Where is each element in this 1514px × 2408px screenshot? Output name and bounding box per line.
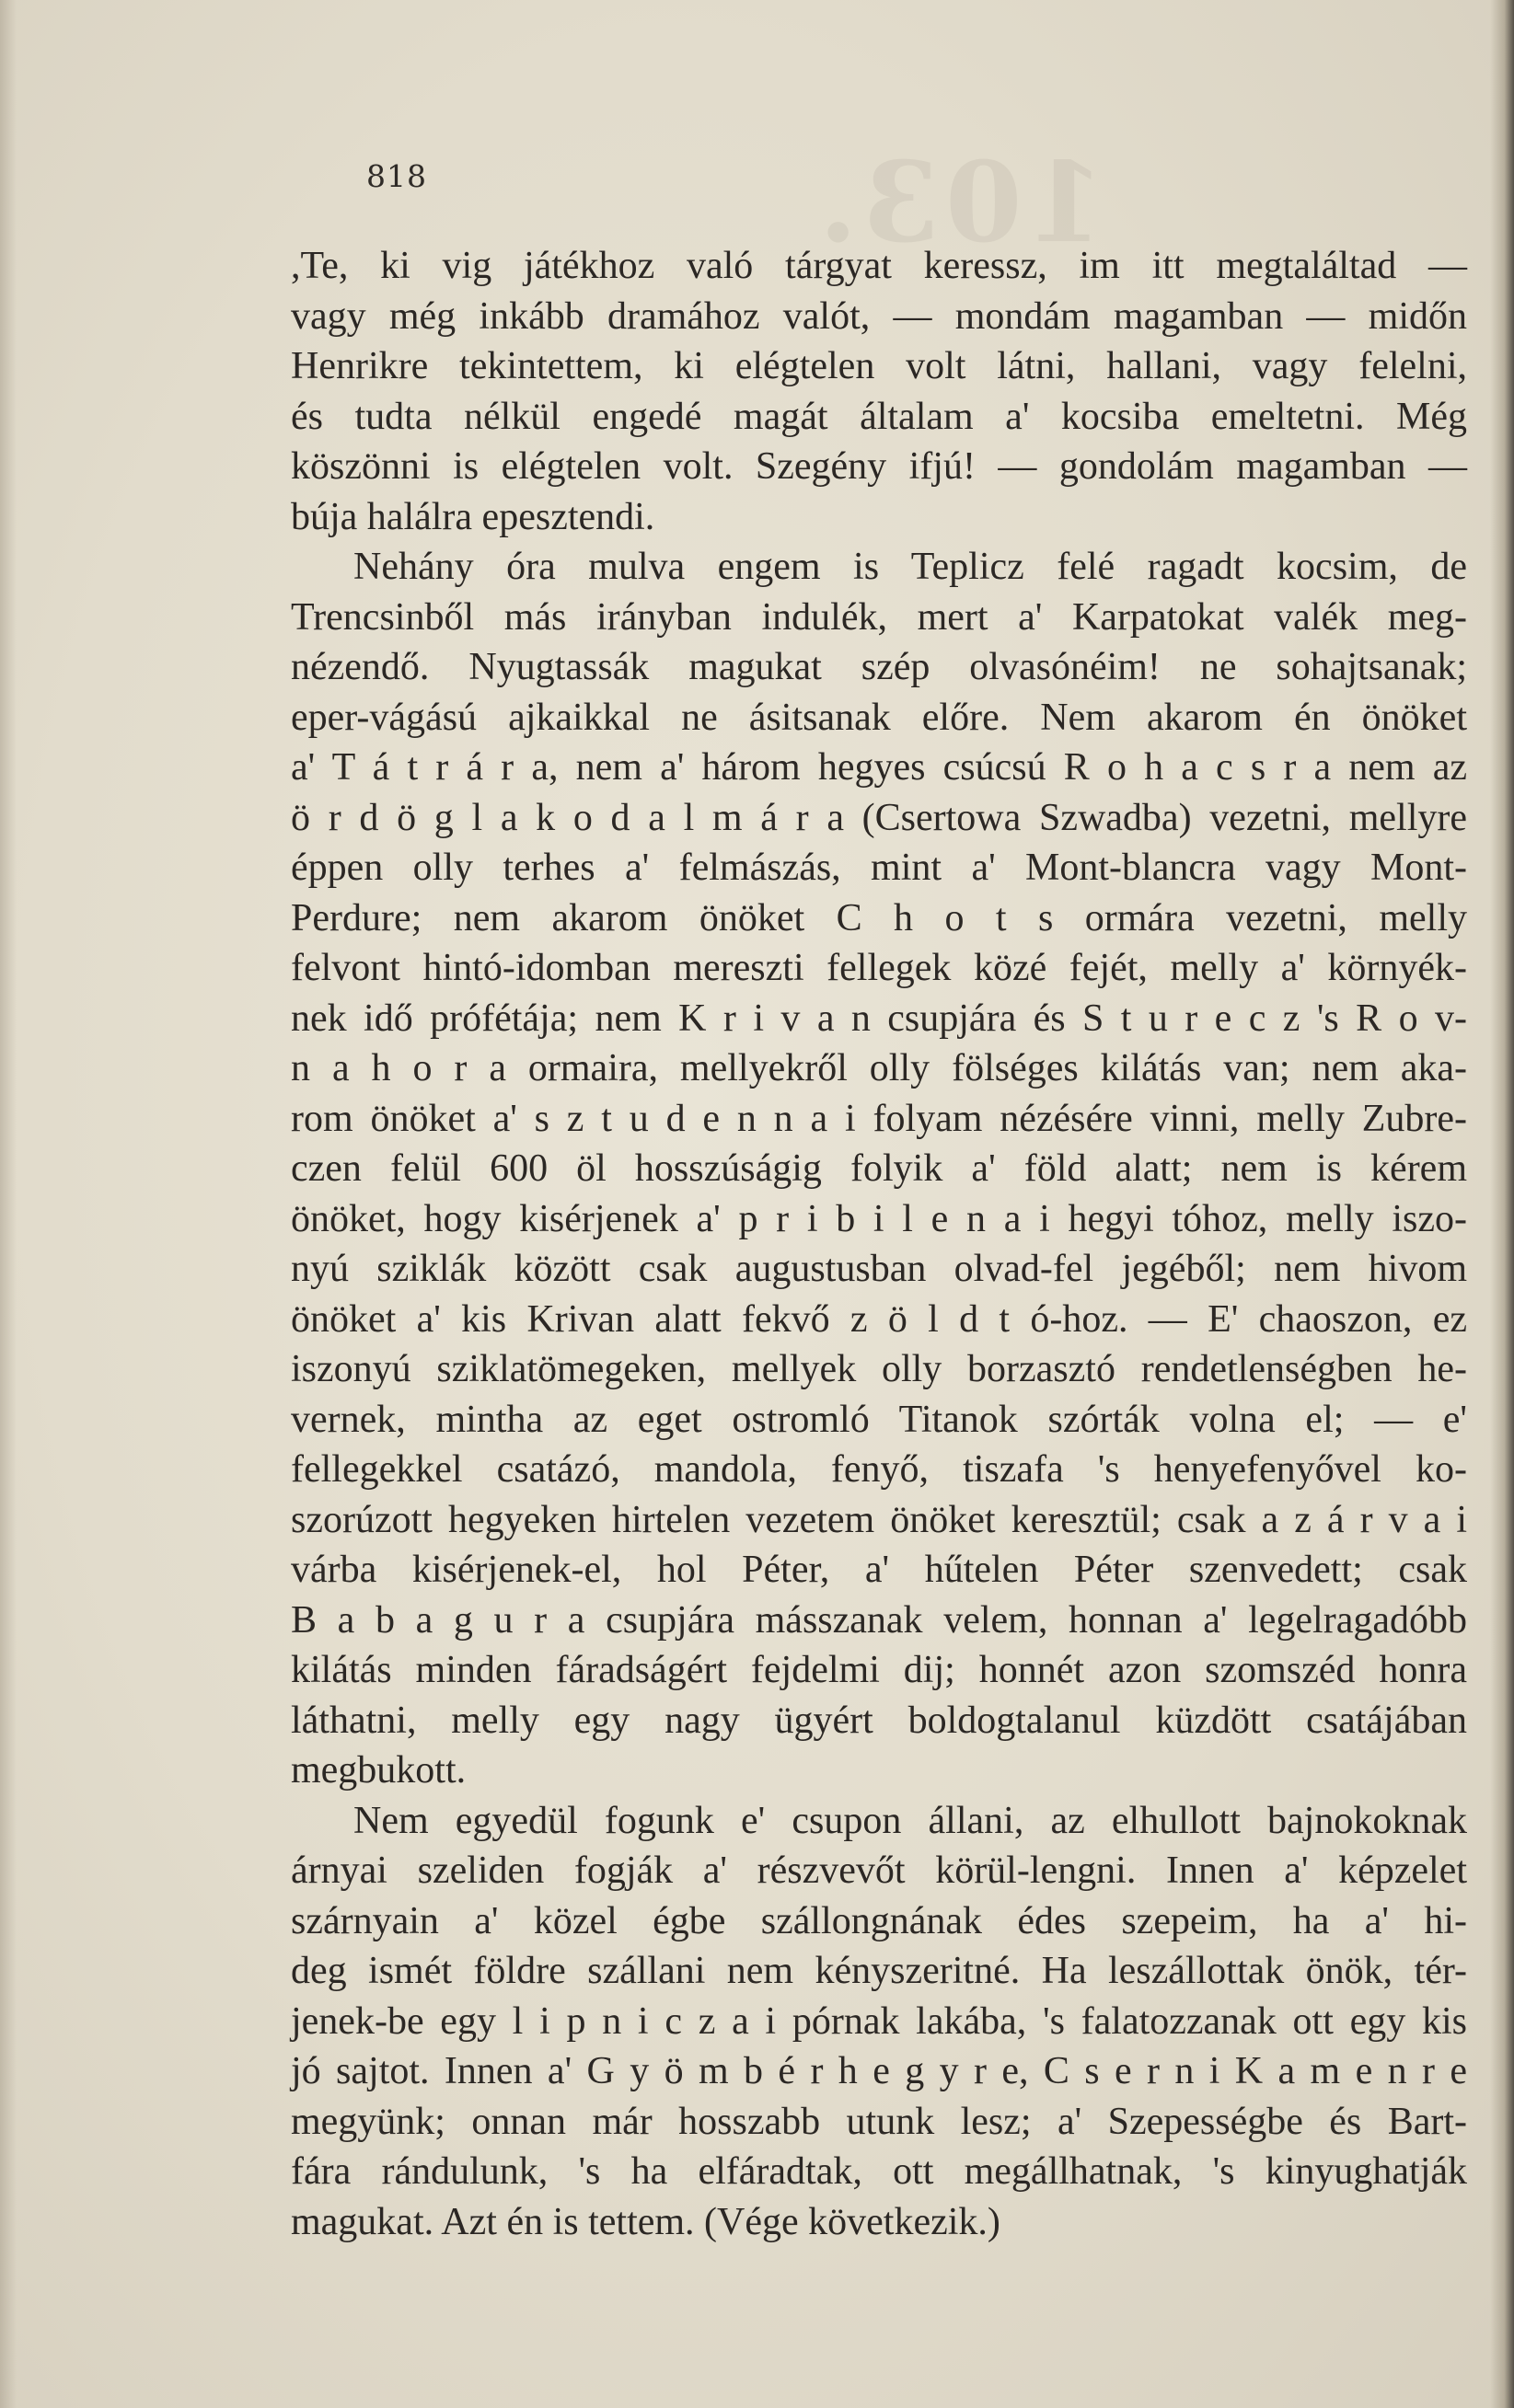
text-line: jenek-be egy l i p n i c z a i pórnak lakába, 's falatozzanak ott egy kis [291, 1999, 1467, 2043]
text-line: önöket, hogy kisérjenek a' p r i b i l e n a i hegyi tóhoz, melly iszo- [291, 1197, 1467, 1240]
text-line: a' T á t r á r a, nem a' három hegyes csúcsú R o h a c s r a nem az [291, 746, 1467, 789]
text-line: iszonyú sziklatömegeken, mellyek olly borzasztó rendetlenségben he- [291, 1348, 1467, 1390]
text-line: önöket a' kis Krivan alatt fekvő z ö l d t ó-hoz. — E' chaoszon, ez [291, 1297, 1467, 1341]
text-line: vagy még inkább dramához valót, — mondám magamban — midőn [291, 294, 1467, 338]
left-page-edge-shadow [0, 0, 17, 2408]
text-line: vernek, mintha az eget ostromló Titanok szórták volna el; — e' [291, 1398, 1467, 1441]
text-line: Henrikre tekintettem, ki elégtelen volt látni, hallani, vagy felelni, [291, 345, 1467, 387]
text-line: megbukott. [291, 1749, 467, 1792]
text-line: köszönni is elégtelen volt. Szegény ifjú! — gondolám magamban — [291, 445, 1467, 488]
text-line: várba kisérjenek-el, hol Péter, a' hűtelen Péter szenvedett; csak [291, 1549, 1467, 1591]
text-line: szárnyain a' közel égbe szállongnának édes szepeim, ha a' hi- [291, 1899, 1467, 1942]
text-line: ö r d ö g l a k o d a l m á r a (Csertowa Szwadba) vezetni, mellyre [291, 796, 1467, 839]
text-line: n a h o r a ormaira, mellyekről olly fölséges kilátás van; nem aka- [291, 1047, 1467, 1089]
text-line: búja halálra epesztendi. [291, 495, 655, 538]
text-line: eper-vágású ajkaikkal ne ásitsanak előre. Nem akarom én önöket [291, 696, 1467, 739]
text-line: szorúzott hegyeken hirtelen vezetem önöket keresztül; csak a z á r v a i [291, 1498, 1467, 1541]
text-line: és tudta nélkül engedé magát általam a' kocsiba emeltetni. Még [291, 395, 1467, 438]
body-text [291, 241, 1467, 2247]
text-line: jó sajtot. Innen a' G y ö m b é r h e g y r e, C s e r n i K a m e n r e [291, 2050, 1467, 2092]
text-line: fára rándulunk, 's ha elfáradtak, ott megállhatnak, 's kinyughatják [291, 2150, 1467, 2193]
text-line: B a b a g u r a csupjára másszanak velem, honnan a' legelragadóbb [291, 1598, 1467, 1642]
text-line: Trencsinből más irányban indulék, mert a' Karpatokat valék meg- [291, 595, 1467, 639]
right-page-edge-shadow [1490, 0, 1514, 2408]
bleed-through-page-number: 103. [813, 138, 1104, 268]
text-line: láthatni, melly egy nagy ügyért boldogtalanul küzdött csatájában [291, 1699, 1467, 1742]
page-number: 818 [366, 158, 427, 194]
text-line: Nem egyedül fogunk e' csupon állani, az elhullott bajnokoknak [353, 1799, 1467, 1842]
text-line: deg ismét földre szállani nem kényszeritné. Ha leszállottak önök, tér- [291, 1950, 1467, 1992]
text-line: magukat. Azt én is tettem. (Vége következik.) [291, 2200, 1000, 2243]
text-line: nyú sziklák között csak augustusban olvad-fel jegéből; nem hivom [291, 1248, 1467, 1290]
text-line: nek idő prófétája; nem K r i v a n csupjára és S t u r e c z 's R o v- [291, 997, 1467, 1040]
text-line: kilátás minden fáradságért fejdelmi dij; honnét azon szomszéd honra [291, 1649, 1467, 1691]
text-line: Nehány óra mulva engem is Teplicz felé ragadt kocsim, de [353, 546, 1467, 588]
text-line: nézendő. Nyugtassák magukat szép olvasónéim! ne sohajtsanak; [291, 646, 1467, 688]
text-line: czen felül 600 öl hosszúságig folyik a' föld alatt; nem is kérem [291, 1147, 1467, 1190]
text-line: megyünk; onnan már hosszabb utunk lesz; a' Szepességbe és Bart- [291, 2100, 1467, 2143]
text-line: árnyai szeliden fogják a' részvevőt körül-lengni. Innen a' képzelet [291, 1849, 1467, 1892]
text-line: rom önöket a' s z t u d e n n a i folyam nézésére vinni, melly Zubre- [291, 1097, 1467, 1140]
text-line: éppen olly terhes a' felmászás, mint a' Mont-blancra vagy Mont- [291, 847, 1467, 889]
text-line: ,Te, ki vig játékhoz való tárgyat keressz, im itt megtaláltad — [291, 245, 1467, 287]
text-line: fellegekkel csatázó, mandola, fenyő, tiszafa 's henyefenyővel ko- [291, 1448, 1467, 1491]
text-line: Perdure; nem akarom önöket C h o t s ormára vezetni, melly [291, 896, 1467, 939]
text-line: felvont hintó-idomban mereszti fellegek közé fejét, melly a' környék- [291, 947, 1467, 989]
